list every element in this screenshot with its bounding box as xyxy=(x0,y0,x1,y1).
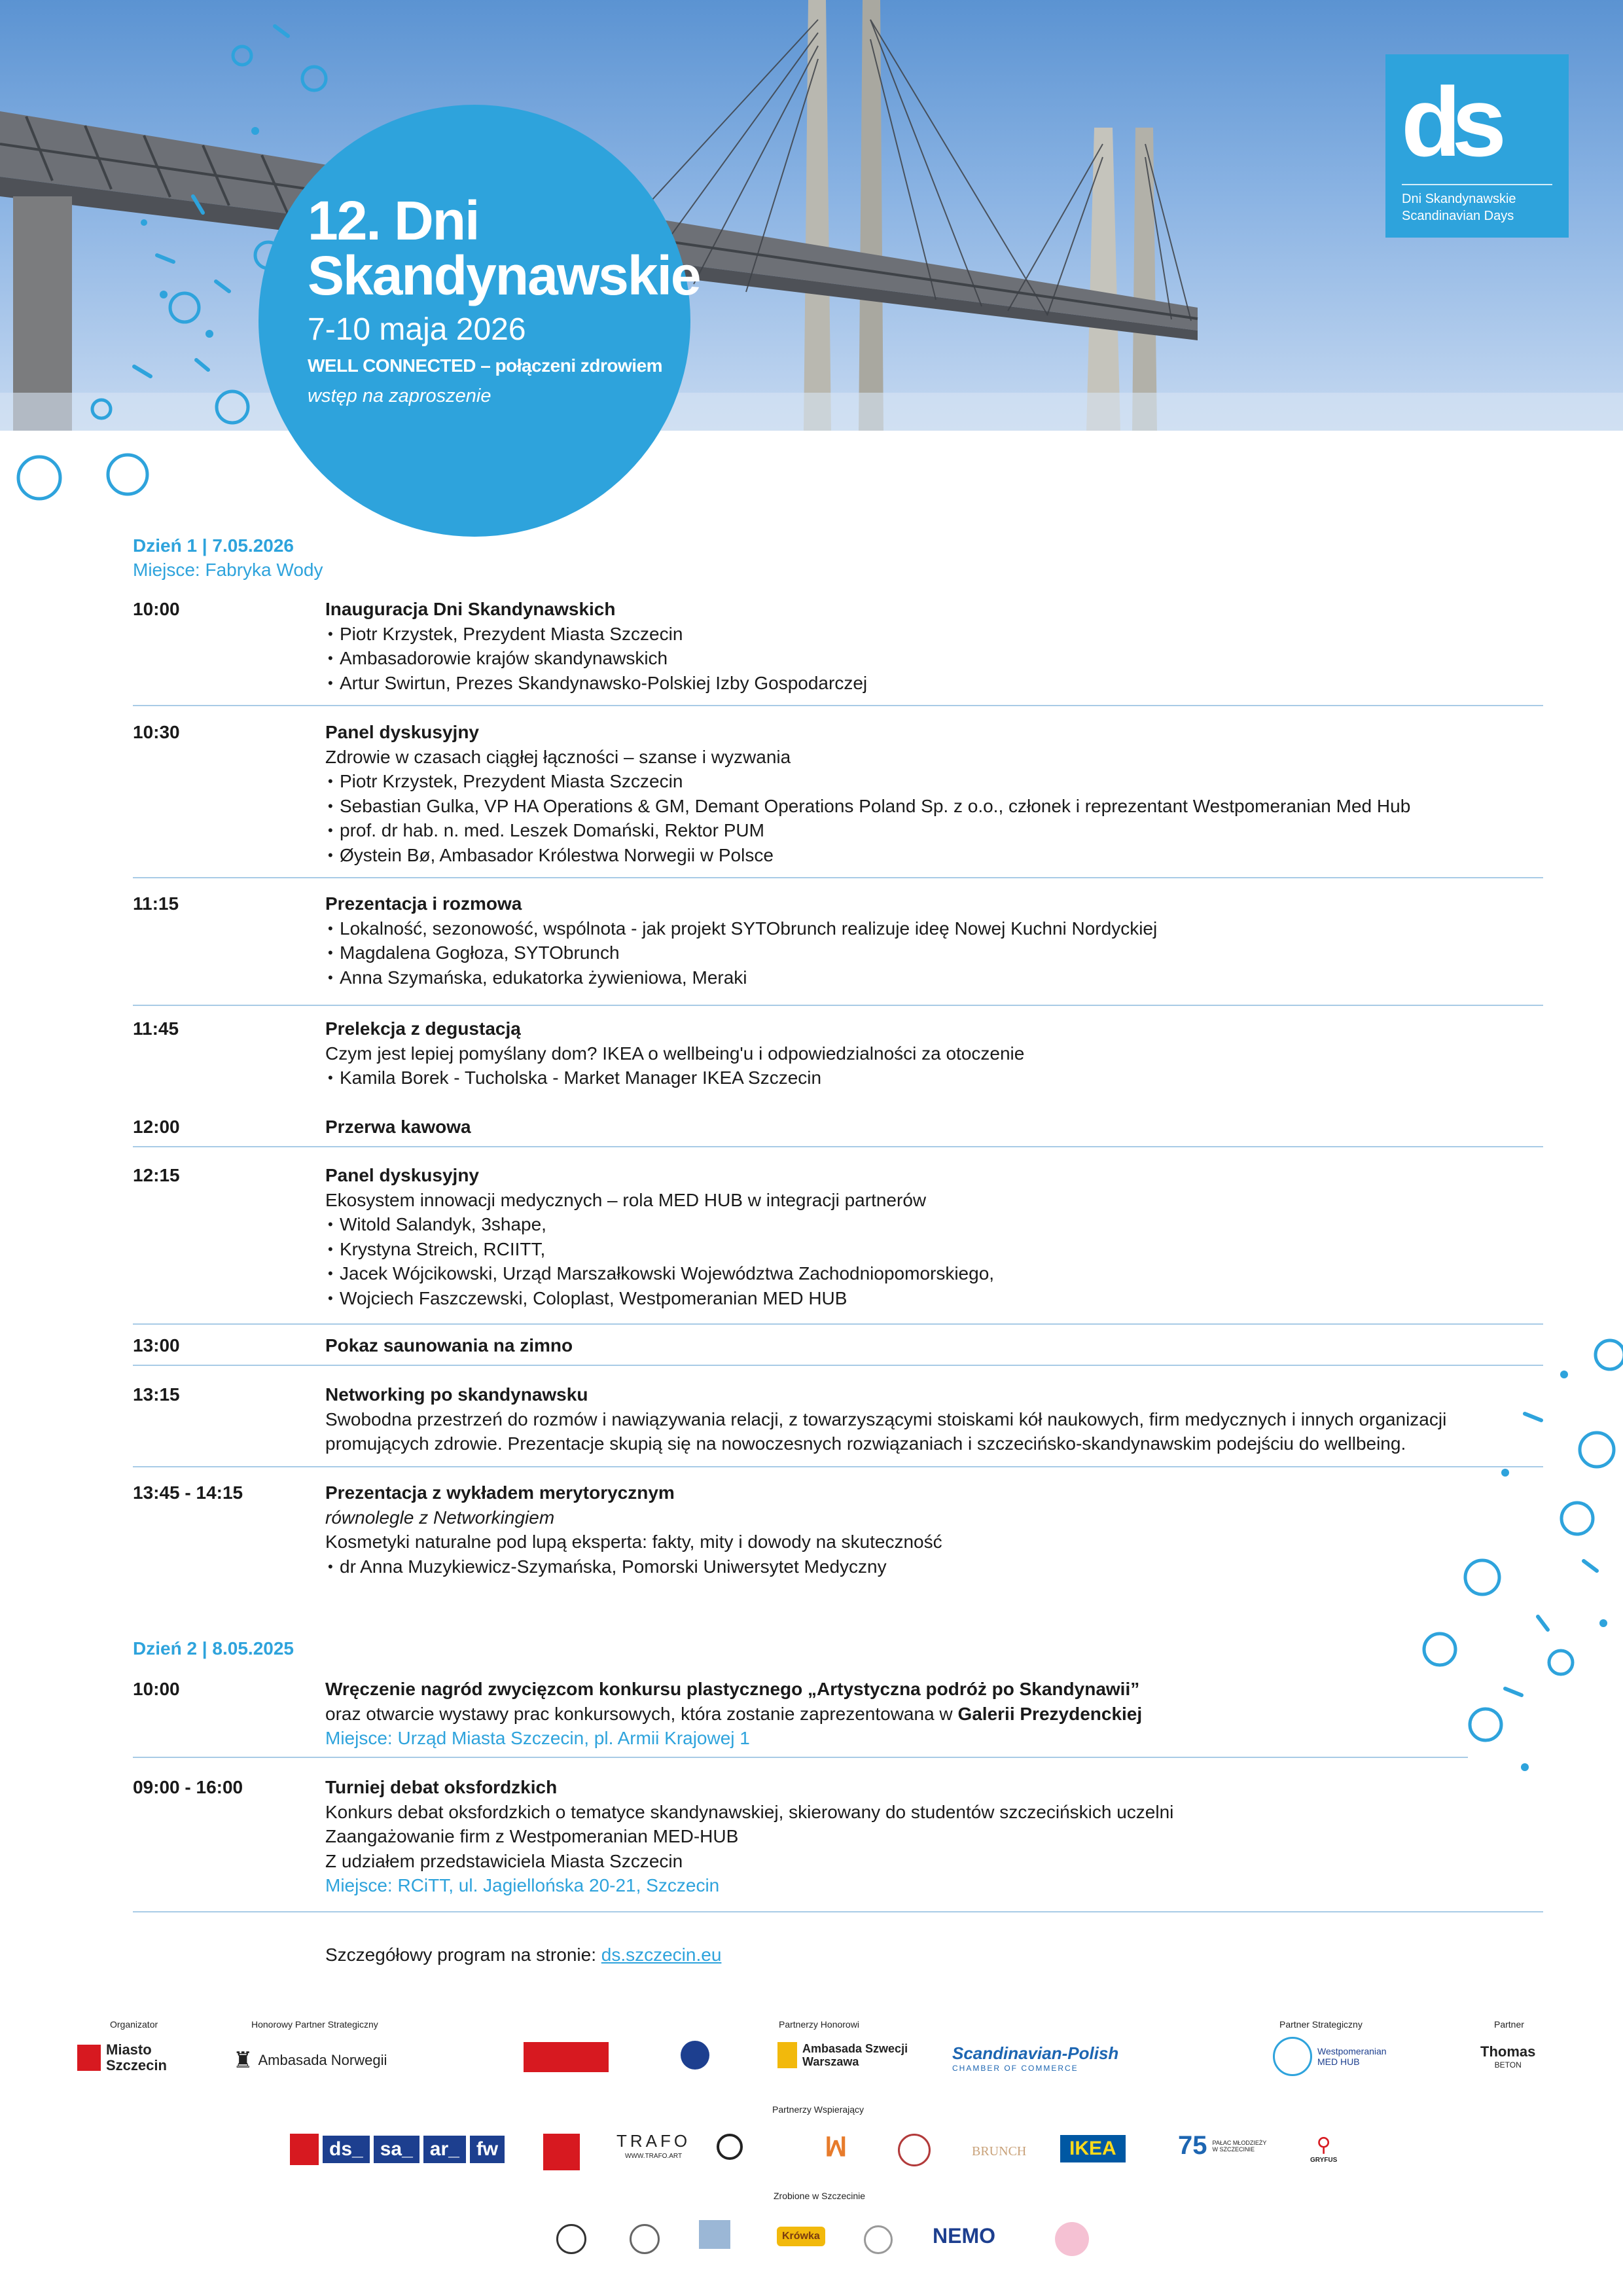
event-tagline: WELL CONNECTED – połączeni zdrowiem xyxy=(308,355,663,376)
honorary-strategic-label: Honorowy Partner Strategiczny xyxy=(251,2019,378,2030)
event-title: Prezentacja z wykładem merytorycznym xyxy=(325,1482,675,1503)
event-bullet: • Sebastian Gulka, VP HA Operations & GM, Demant Operations Poland Sp. z o.o., członek i reprezentant Westpomeranian Med Hub xyxy=(325,794,1543,819)
day1-place: Miejsce: Fabryka Wody xyxy=(133,560,323,580)
event-bullet: • Piotr Krzystek, Prezydent Miasta Szczecin xyxy=(325,622,1543,647)
logo-divider xyxy=(1402,184,1552,185)
event-note: równolegle z Networkingiem xyxy=(325,1507,555,1528)
event-time: 10:00 xyxy=(133,1679,180,1699)
logo-gryfus xyxy=(1310,2134,1337,2164)
event-title-line2: Skandynawskie xyxy=(308,245,700,306)
supporting-partners-label: Partnerzy Wspierający xyxy=(772,2104,865,2115)
event-bullet: • Anna Szymańska, edukatorka żywieniowa, Meraki xyxy=(325,965,1543,990)
event-bullet: • Artur Swirtun, Prezes Skandynawsko-Polskiej Izby Gospodarczej xyxy=(325,671,1543,696)
pink-badge-icon xyxy=(1055,2222,1089,2256)
gryfus-name: GRYFUS xyxy=(1310,2157,1338,2164)
ministry-emblem-icon xyxy=(524,2042,609,2072)
round-badge-icon xyxy=(556,2224,586,2254)
ds-badge: ds_ xyxy=(323,2136,370,2163)
med-hub-cross-icon xyxy=(1273,2037,1312,2076)
event-bullet: • dr Anna Muzykiewicz-Szymańska, Pomorski Uniwersytet Medyczny xyxy=(325,1554,1543,1579)
event-subtitle-text: oraz otwarcie wystawy prac konkursowych, która zostanie zaprezentowana w xyxy=(325,1703,958,1724)
event-bullet: • Øystein Bø, Ambasador Królestwa Norwegii w Polsce xyxy=(325,843,1543,868)
event-time: 12:15 xyxy=(133,1165,180,1185)
program-label: Szczegółowy program na stronie: xyxy=(325,1945,601,1965)
logo-red-square xyxy=(543,2134,580,2170)
event-bullet: • Wojciech Faszczewski, Coloplast, Westpomeranian MED HUB xyxy=(325,1286,1543,1311)
event-title: Panel dyskusyjny xyxy=(325,722,480,742)
logo-ministry xyxy=(524,2042,609,2072)
brunch-name: BRUNCH xyxy=(972,2144,1027,2159)
event-time: 10:30 xyxy=(133,722,180,742)
event-title-block xyxy=(308,190,700,407)
event-bullet: • Krystyna Streich, RCIITT, xyxy=(325,1237,1543,1262)
logo-made-3 xyxy=(699,2220,730,2249)
logo-trafo xyxy=(616,2131,690,2160)
program-note xyxy=(325,1945,721,1965)
event-line: Zaangażowanie firm z Westpomeranian MED-HUB xyxy=(325,1826,739,1846)
red-emblem-icon xyxy=(543,2134,580,2170)
event-time: 11:15 xyxy=(133,893,179,914)
event-title: Przerwa kawowa xyxy=(325,1117,471,1137)
logo-nemo xyxy=(933,2224,995,2248)
ds-logo xyxy=(1385,54,1569,238)
schedule-row xyxy=(133,1115,1543,1147)
logo-ambasada-szwecji xyxy=(777,2042,927,2068)
krowka-name: Krówka xyxy=(777,2227,825,2246)
event-title-line1: 12. Dni xyxy=(308,190,479,251)
scanpol-name: Scandinavian-Polish xyxy=(952,2043,1119,2063)
building-icon xyxy=(699,2220,730,2249)
event-title: Inauguracja Dni Skandynawskich xyxy=(325,599,616,619)
program-link[interactable]: ds.szczecin.eu xyxy=(601,1945,722,1965)
med-hub-name: Westpomeranian MED HUB xyxy=(1317,2046,1387,2067)
orange-w-icon: ꟽ xyxy=(825,2133,847,2162)
logo-ikea xyxy=(1060,2135,1126,2162)
ar-badge: ar_ xyxy=(423,2136,466,2163)
logo-krowka xyxy=(777,2227,825,2246)
logo-round-seal xyxy=(898,2134,931,2166)
lion-crest-icon: ♜ xyxy=(233,2048,253,2073)
organizer-name: Miasto Szczecin xyxy=(106,2041,167,2073)
event-time: 13:15 xyxy=(133,1384,180,1405)
organizer-label: Organizator xyxy=(110,2019,158,2030)
strategic-partner-label: Partner Strategiczny xyxy=(1279,2019,1363,2030)
sweden-name: Ambasada Szwecji Warszawa xyxy=(802,2042,908,2068)
made-in-szczecin-label: Zrobione w Szczecinie xyxy=(774,2191,866,2201)
logo-med-hub xyxy=(1273,2037,1389,2076)
partner-label: Partner xyxy=(1494,2019,1524,2030)
logo-name-en: Scandinavian Days xyxy=(1402,209,1514,223)
logo-dom-kultury xyxy=(717,2134,743,2160)
schedule-row xyxy=(133,1677,1468,1758)
event-place: Miejsce: Urząd Miasta Szczecin, pl. Armii Krajowej 1 xyxy=(325,1728,750,1748)
schedule-row xyxy=(133,891,1543,1006)
event-bullet: • Piotr Krzystek, Prezydent Miasta Szczecin xyxy=(325,769,1543,794)
round-badge-icon xyxy=(864,2225,893,2254)
event-subtitle xyxy=(325,1702,1468,1727)
event-title: Prezentacja i rozmowa xyxy=(325,893,522,914)
logo-made-7 xyxy=(1055,2222,1089,2256)
logo-ambasada-norwegii xyxy=(233,2047,387,2073)
schedule-row xyxy=(133,1382,1543,1467)
sweden-crest-icon xyxy=(777,2042,797,2068)
event-dates: 7-10 maja 2026 xyxy=(308,312,526,347)
event-title: Pokaz saunowania na zimno xyxy=(325,1335,573,1355)
schedule-row xyxy=(133,720,1543,878)
logo-made-1 xyxy=(556,2224,586,2254)
ds-logo-mark: ds xyxy=(1401,67,1498,177)
round-badge-icon xyxy=(630,2224,660,2254)
pm75-number: 75 xyxy=(1178,2131,1207,2160)
logo-made-5 xyxy=(864,2225,893,2254)
event-time: 13:00 xyxy=(133,1335,180,1355)
szczecin-crest-icon xyxy=(77,2045,101,2071)
schedule-row xyxy=(133,1163,1543,1325)
logo-made-2 xyxy=(630,2224,660,2254)
event-title: Wręczenie nagród zwycięzcom konkursu plastycznego „Artystyczna podróż po Skandynawii” xyxy=(325,1679,1140,1699)
logo-miasto-szczecin xyxy=(77,2042,178,2073)
round-emblem-icon xyxy=(681,2041,709,2070)
event-time: 12:00 xyxy=(133,1117,180,1137)
event-time: 10:00 xyxy=(133,599,180,619)
event-title: Prelekcja z degustacją xyxy=(325,1018,521,1039)
thomas-name: Thomas xyxy=(1480,2043,1536,2060)
scanpol-sub: CHAMBER OF COMMERCE xyxy=(952,2064,1079,2073)
sa-badge: sa_ xyxy=(374,2136,419,2163)
day1-heading: Dzień 1 | 7.05.2026 xyxy=(133,535,294,556)
event-bullet: • Jacek Wójcikowski, Urząd Marszałkowski Województwa Zachodniopomorskiego, xyxy=(325,1261,1543,1286)
event-bullet: • Magdalena Gogłoza, SYTObrunch xyxy=(325,941,1543,965)
gallery-name: Galerii Prezydenckiej xyxy=(957,1703,1143,1724)
pm-text: PAŁAC MŁODZIEŻY W SZCZECINIE xyxy=(1212,2139,1267,2153)
event-time: 13:45 - 14:15 xyxy=(133,1482,243,1503)
logo-scandinavian-polish xyxy=(952,2043,1118,2073)
fw-badge: fw xyxy=(470,2136,505,2163)
honorary-strategic-name: Ambasada Norwegii xyxy=(258,2052,387,2068)
day2-heading: Dzień 2 | 8.05.2025 xyxy=(133,1638,294,1659)
logo-honorary-round xyxy=(681,2041,709,2070)
event-bullet: • Lokalność, sezonowość, wspólnota - jak projekt SYTObrunch realizuje ideę Nowej Kuchni Nordyckiej xyxy=(325,916,1543,941)
event-bullet: • Kamila Borek - Tucholska - Market Manager IKEA Szczecin xyxy=(325,1066,1543,1090)
event-bullet: • Ambasadorowie krajów skandynawskich xyxy=(325,646,1543,671)
event-title: Networking po skandynawsku xyxy=(325,1384,588,1405)
schedule-row xyxy=(133,597,1543,706)
event-subtitle: Czym jest lepiej pomyślany dom? IKEA o wellbeing'u i odpowiedzialności za otoczenie xyxy=(325,1043,1025,1064)
logo-thomas-beton xyxy=(1480,2043,1535,2070)
trafo-name: TRAFO xyxy=(616,2131,691,2151)
bicycle-icon: ⚲ xyxy=(1316,2134,1331,2156)
event-subtitle: Ekosystem innowacji medycznych – rola MED HUB w integracji partnerów xyxy=(325,1189,927,1210)
event-line: Konkurs debat oksfordzkich o tematyce skandynawskiej, skierowany do studentów szczecińskich uczelni xyxy=(325,1801,1174,1822)
event-entry-note: wstęp na zaproszenie xyxy=(308,386,491,406)
honorary-partners-label: Partnerzy Honorowi xyxy=(779,2019,859,2030)
schedule-row xyxy=(133,1480,1543,1588)
event-subtitle: Zdrowie w czasach ciągłej łączności – szanse i wyzwania xyxy=(325,746,791,767)
event-place: Miejsce: RCiTT, ul. Jagiellońska 20-21, Szczecin xyxy=(325,1875,720,1895)
logo-syto-brunch xyxy=(972,2144,1026,2159)
sponsors-section xyxy=(0,2016,1623,2291)
event-subtitle: Kosmetyki naturalne pod lupą eksperta: fakty, mity i dowody na skuteczność xyxy=(325,1532,942,1552)
ikea-name: IKEA xyxy=(1060,2135,1126,2162)
round-seal-icon xyxy=(898,2134,931,2166)
logo-name-pl: Dni Skandynawskie xyxy=(1402,192,1516,206)
logo-palac-mlodziezy xyxy=(1178,2131,1272,2161)
event-bullet: • Witold Salandyk, 3shape, xyxy=(325,1212,1543,1237)
event-time: 11:45 xyxy=(133,1018,179,1039)
event-time: 09:00 - 16:00 xyxy=(133,1777,243,1797)
event-line: Z udziałem przedstawiciela Miasta Szczecin xyxy=(325,1850,683,1871)
logo-orange-w xyxy=(825,2132,847,2162)
event-title: Turniej debat oksfordzkich xyxy=(325,1777,558,1797)
event-bullet: • prof. dr hab. n. med. Leszek Domański, Rektor PUM xyxy=(325,818,1543,843)
nemo-name: NEMO xyxy=(933,2224,995,2248)
event-subtitle: Swobodna przestrzeń do rozmów i nawiązywania relacji, z towarzyszącymi stoiskami kół naukowych, firm medycznych i innych organizacji promujących zdrowie. Prezentacje skupią się na nowoczesnych rozwiązaniach i szczecińsko-skandynawskim podejściu do wellbeing. xyxy=(325,1408,1447,1454)
logo-ds-sa-ar-fw xyxy=(290,2134,505,2165)
szczecin-crest-icon xyxy=(290,2134,319,2165)
schedule-row xyxy=(133,1333,1543,1366)
event-title: Panel dyskusyjny xyxy=(325,1165,480,1185)
thomas-sub: BETON xyxy=(1494,2060,1522,2070)
trafo-sub: WWW.TRAFO.ART xyxy=(625,2153,683,2160)
schedule-row xyxy=(133,1775,1543,1912)
dom-kultury-icon xyxy=(717,2134,743,2160)
